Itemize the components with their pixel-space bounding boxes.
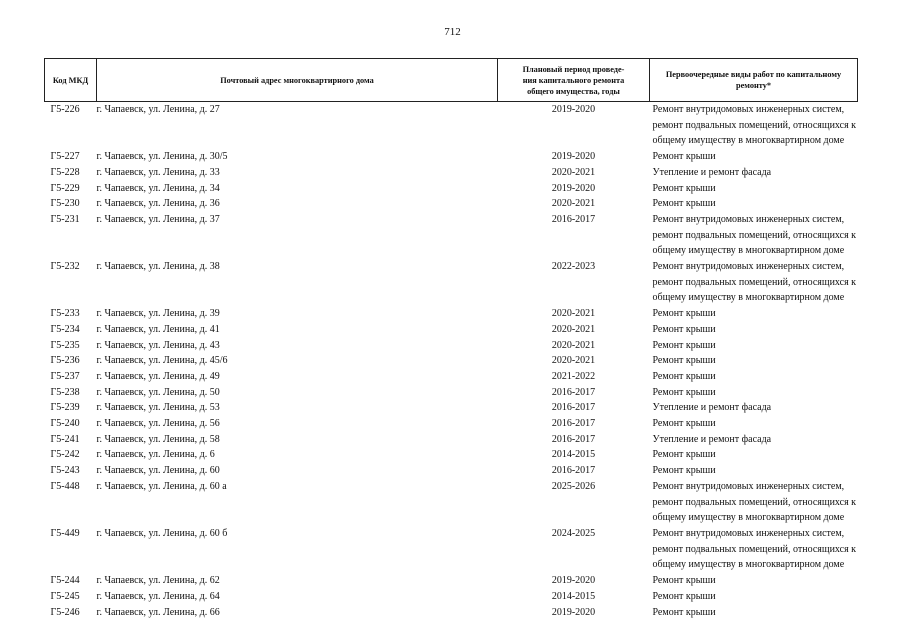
works-cell — [650, 463, 858, 479]
code-cell: Г5-229 — [50, 182, 80, 194]
period-cell: 2019-2020 — [551, 151, 596, 163]
works-line: Ремонт крыши — [652, 449, 716, 461]
code-cell: Г5-237 — [50, 370, 80, 382]
works-line: ремонт подвальных помещений, относящихся к — [652, 119, 857, 131]
code-cell: Г5-448 — [50, 480, 80, 492]
period-cell: 2020-2021 — [551, 166, 596, 178]
address-cell: г. Чапаевск, ул. Ленина, д. 60 — [96, 465, 220, 477]
table-header-row — [45, 59, 858, 102]
works-cell — [650, 353, 858, 369]
works-line: Ремонт крыши — [652, 355, 716, 367]
address-cell: г. Чапаевск, ул. Ленина, д. 34 — [96, 182, 220, 194]
header-period-line: общего имущества, годы — [527, 86, 620, 96]
address-cell: г. Чапаевск, ул. Ленина, д. 60 а — [96, 480, 227, 492]
table-row — [45, 196, 858, 212]
header-works-line: ремонту* — [735, 81, 772, 90]
period-cell: 2016-2017 — [551, 386, 596, 398]
works-line: Утепление и ремонт фасада — [652, 433, 772, 445]
works-cell — [650, 605, 858, 621]
period-cell: 2020-2021 — [551, 323, 596, 335]
table-row — [45, 149, 858, 165]
address-cell: г. Чапаевск, ул. Ленина, д. 49 — [96, 370, 220, 382]
period-cell: 2022-2023 — [551, 261, 596, 273]
works-cell — [650, 149, 858, 165]
code-cell: Г5-239 — [50, 402, 80, 414]
works-cell — [650, 416, 858, 432]
works-cell — [650, 196, 858, 212]
table-row — [45, 369, 858, 385]
works-line: ремонт подвальных помещений, относящихся к — [652, 229, 857, 241]
works-cell — [650, 589, 858, 605]
address-cell: г. Чапаевск, ул. Ленина, д. 39 — [96, 308, 220, 320]
period-cell: 2021-2022 — [551, 370, 596, 382]
header-code: Код МКД — [45, 59, 97, 102]
works-line: общему имуществу в многоквартирном доме — [652, 559, 845, 571]
code-cell: Г5-231 — [50, 213, 80, 225]
address-cell: г. Чапаевск, ул. Ленина, д. 58 — [96, 433, 220, 445]
table-row — [45, 338, 858, 354]
works-cell — [650, 573, 858, 589]
period-cell: 2014-2015 — [551, 449, 596, 461]
works-cell — [650, 369, 858, 385]
works-line: общему имуществу в многоквартирном доме — [652, 512, 845, 524]
address-cell: г. Чапаевск, ул. Ленина, д. 53 — [96, 402, 220, 414]
code-cell: Г5-243 — [50, 465, 80, 477]
table-row — [45, 589, 858, 605]
address-cell: г. Чапаевск, ул. Ленина, д. 41 — [96, 323, 220, 335]
works-cell — [650, 432, 858, 448]
table-row — [45, 165, 858, 181]
period-cell: 2016-2017 — [551, 213, 596, 225]
works-line: ремонт подвальных помещений, относящихся к — [652, 496, 857, 508]
table-row — [45, 400, 858, 416]
period-cell: 2016-2017 — [551, 465, 596, 477]
works-line: Ремонт внутридомовых инженерных систем, — [652, 527, 845, 539]
works-line: Ремонт крыши — [652, 339, 716, 351]
address-cell: г. Чапаевск, ул. Ленина, д. 37 — [96, 213, 220, 225]
header-period-line: Плановый период проведе- — [522, 64, 625, 74]
address-cell: г. Чапаевск, ул. Ленина, д. 43 — [96, 339, 220, 351]
code-cell: Г5-236 — [50, 355, 80, 367]
address-cell: г. Чапаевск, ул. Ленина, д. 62 — [96, 575, 220, 587]
works-cell — [650, 306, 858, 322]
table-row — [45, 432, 858, 448]
table-row — [45, 605, 858, 621]
works-cell — [650, 259, 858, 306]
works-line: Ремонт внутридомовых инженерных систем, — [652, 213, 845, 225]
code-cell: Г5-233 — [50, 308, 80, 320]
code-cell: Г5-228 — [50, 166, 80, 178]
works-cell — [650, 385, 858, 401]
address-cell: г. Чапаевск, ул. Ленина, д. 33 — [96, 166, 220, 178]
address-cell: г. Чапаевск, ул. Ленина, д. 36 — [96, 198, 220, 210]
works-line: Ремонт крыши — [652, 198, 716, 210]
works-line: Ремонт крыши — [652, 465, 716, 477]
table-row — [45, 416, 858, 432]
works-line: Ремонт крыши — [652, 308, 716, 320]
code-cell: Г5-240 — [50, 418, 80, 430]
period-cell: 2020-2021 — [551, 308, 596, 320]
header-works-line: Первоочередные виды работ по капитальному — [665, 70, 842, 79]
table-row — [45, 102, 858, 150]
code-cell: Г5-230 — [50, 198, 80, 210]
works-cell — [650, 322, 858, 338]
code-cell: Г5-226 — [50, 104, 80, 115]
period-cell: 2019-2020 — [551, 182, 596, 194]
address-cell: г. Чапаевск, ул. Ленина, д. 56 — [96, 418, 220, 430]
address-cell: г. Чапаевск, ул. Ленина, д. 45/6 — [96, 355, 228, 367]
code-cell: Г5-242 — [50, 449, 80, 461]
works-cell — [650, 338, 858, 354]
works-cell — [650, 181, 858, 197]
works-cell — [650, 479, 858, 526]
table-row — [45, 463, 858, 479]
header-period — [498, 59, 650, 102]
table-row — [45, 306, 858, 322]
code-cell: Г5-227 — [50, 151, 80, 163]
address-cell: г. Чапаевск, ул. Ленина, д. 60 б — [96, 527, 228, 539]
code-cell: Г5-235 — [50, 339, 80, 351]
code-cell: Г5-245 — [50, 590, 80, 602]
period-cell: 2024-2025 — [551, 527, 596, 539]
works-line: ремонт подвальных помещений, относящихся к — [652, 276, 857, 288]
period-cell: 2020-2021 — [551, 339, 596, 351]
header-works — [650, 59, 858, 102]
works-cell — [650, 212, 858, 259]
works-line: Утепление и ремонт фасада — [652, 402, 772, 414]
table-body — [45, 102, 858, 621]
works-line: Ремонт крыши — [652, 575, 716, 587]
works-cell — [650, 165, 858, 181]
works-line: ремонт подвальных помещений, относящихся к — [652, 543, 857, 555]
address-cell: г. Чапаевск, ул. Ленина, д. 27 — [96, 104, 220, 115]
code-cell: Г5-238 — [50, 386, 80, 398]
works-cell — [650, 526, 858, 573]
code-cell: Г5-246 — [50, 606, 80, 618]
works-line: Ремонт крыши — [652, 606, 716, 618]
table-row — [45, 385, 858, 401]
works-line: Ремонт внутридомовых инженерных систем, — [652, 261, 845, 273]
address-cell: г. Чапаевск, ул. Ленина, д. 66 — [96, 606, 220, 618]
period-cell: 2014-2015 — [551, 590, 596, 602]
period-cell: 2016-2017 — [551, 433, 596, 445]
code-cell: Г5-232 — [50, 261, 80, 273]
table-row — [45, 447, 858, 463]
works-line: общему имуществу в многоквартирном доме — [652, 135, 845, 147]
works-line: Ремонт внутридомовых инженерных систем, — [652, 480, 845, 492]
table-row — [45, 573, 858, 589]
works-line: Ремонт крыши — [652, 386, 716, 398]
works-cell — [650, 400, 858, 416]
table-row — [45, 181, 858, 197]
table-row — [45, 259, 858, 306]
table-row — [45, 526, 858, 573]
works-cell — [650, 102, 858, 150]
table-row — [45, 212, 858, 259]
period-cell: 2016-2017 — [551, 402, 596, 414]
table-row — [45, 353, 858, 369]
code-cell: Г5-244 — [50, 575, 80, 587]
period-cell: 2016-2017 — [551, 418, 596, 430]
period-cell: 2020-2021 — [551, 355, 596, 367]
code-cell: Г5-449 — [50, 527, 80, 539]
header-address: Почтовый адрес многоквартирного дома — [97, 59, 498, 102]
buildings-table — [44, 58, 858, 620]
works-line: Ремонт крыши — [652, 370, 716, 382]
works-line: общему имуществу в многоквартирном доме — [652, 245, 845, 257]
period-cell: 2025-2026 — [551, 480, 596, 492]
address-cell: г. Чапаевск, ул. Ленина, д. 50 — [96, 386, 220, 398]
works-line: Ремонт внутридомовых инженерных систем, — [652, 104, 845, 115]
period-cell: 2020-2021 — [551, 198, 596, 210]
page-number: 712 — [444, 26, 461, 38]
works-line: Утепление и ремонт фасада — [652, 166, 772, 178]
works-line: Ремонт крыши — [652, 590, 716, 602]
table-row — [45, 322, 858, 338]
period-cell: 2019-2020 — [551, 104, 596, 115]
address-cell: г. Чапаевск, ул. Ленина, д. 38 — [96, 261, 220, 273]
works-line: общему имуществу в многоквартирном доме — [652, 292, 845, 304]
header-period-line: ния капитального ремонта — [522, 75, 625, 85]
address-cell: г. Чапаевск, ул. Ленина, д. 30/5 — [96, 151, 228, 163]
works-cell — [650, 447, 858, 463]
address-cell: г. Чапаевск, ул. Ленина, д. 64 — [96, 590, 220, 602]
code-cell: Г5-241 — [50, 433, 80, 445]
code-cell: Г5-234 — [50, 323, 80, 335]
works-line: Ремонт крыши — [652, 323, 716, 335]
works-line: Ремонт крыши — [652, 182, 716, 194]
works-line: Ремонт крыши — [652, 151, 716, 163]
period-cell: 2019-2020 — [551, 575, 596, 587]
table-row — [45, 479, 858, 526]
address-cell: г. Чапаевск, ул. Ленина, д. 6 — [96, 449, 215, 461]
works-line: Ремонт крыши — [652, 418, 716, 430]
period-cell: 2019-2020 — [551, 606, 596, 618]
